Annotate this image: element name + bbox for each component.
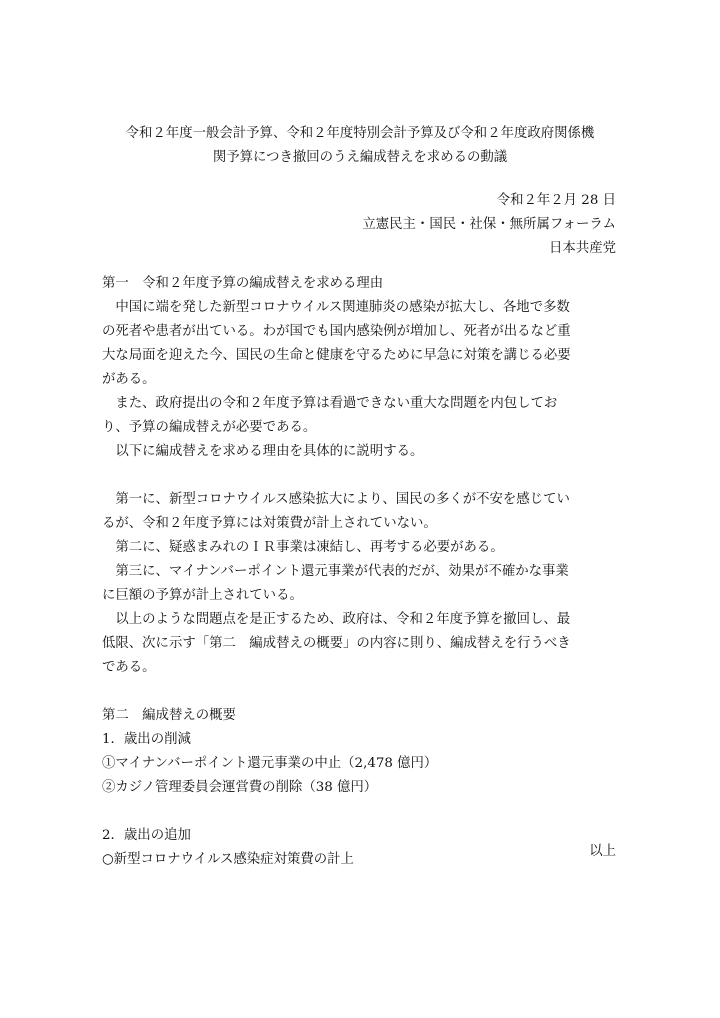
paragraph-line: 第三に、マイナンバーポイント還元事業が代表的だが、効果が不確かな事業 xyxy=(102,564,569,579)
section1-heading: 第一 令和２年度予算の編成替えを求める理由 xyxy=(102,276,384,291)
title-line-1: 令和２年度一般会計予算、令和２年度特別会計予算及び令和２年度政府関係機 xyxy=(125,126,595,141)
signatory-group-2: 日本共産党 xyxy=(549,241,616,256)
subsection1-heading: 1．歳出の削減 xyxy=(102,732,191,747)
signatory-group-1: 立憲民主・国民・社保・無所属フォーラム xyxy=(362,217,616,232)
paragraph-line: 第一に、新型コロナウイルス感染拡大により、国民の多くが不安を感じてい xyxy=(102,492,570,507)
paragraph-line: 以上のような問題点を是正するため、政府は、令和２年度予算を撤回し、最 xyxy=(102,612,571,627)
date: 令和２年２月 28 日 xyxy=(496,193,616,208)
paragraph-line: り、予算の編成替えが必要である。 xyxy=(102,420,317,435)
paragraph-line: 中国に端を発した新型コロナウイルス関連肺炎の感染が拡大し、各地で多数 xyxy=(102,300,570,315)
title-line-2: 関予算につき撤回のうえ編成替えを求めるの動議 xyxy=(212,150,508,165)
subsection2-heading: 2．歳出の追加 xyxy=(102,828,191,843)
list-item: ○新型コロナウイルス感染症対策費の計上 xyxy=(102,852,354,867)
paragraph-line: に巨額の予算が計上されている。 xyxy=(102,588,303,603)
paragraph-line: 以下に編成替えを求める理由を具体的に説明する。 xyxy=(102,444,424,459)
paragraph-line: また、政府提出の令和２年度予算は看過できない重大な問題を内包してお xyxy=(102,396,558,411)
document-body xyxy=(102,272,622,872)
date-and-signatories xyxy=(362,189,616,261)
paragraph-line: の死者や患者が出ている。わが国でも国内感染例が増加し、死者が出るなど重 xyxy=(102,324,571,339)
paragraph-line: るが、令和２年度予算には対策費が計上されていない。 xyxy=(102,516,437,531)
document-title xyxy=(80,122,640,170)
paragraph-line: である。 xyxy=(102,660,156,675)
paragraph-line: 大な局面を迎えた今、国民の生命と健康を守るために早急に対策を講じる必要 xyxy=(102,348,571,363)
list-item: ②カジノ管理委員会運営費の削除（38 億円） xyxy=(102,780,378,795)
paragraph-line: 低限、次に示す「第二 編成替えの概要」の内容に則り、編成替えを行うべき xyxy=(102,636,571,651)
paragraph-line: 第二に、疑惑まみれのＩＲ事業は凍結し、再考する必要がある。 xyxy=(102,540,504,555)
list-item: ①マイナンバーポイント還元事業の中止（2,478 億円） xyxy=(102,756,438,771)
paragraph-line: がある。 xyxy=(102,372,156,387)
closing-mark: 以上 xyxy=(589,844,616,859)
section2-heading: 第二 編成替えの概要 xyxy=(102,708,236,723)
